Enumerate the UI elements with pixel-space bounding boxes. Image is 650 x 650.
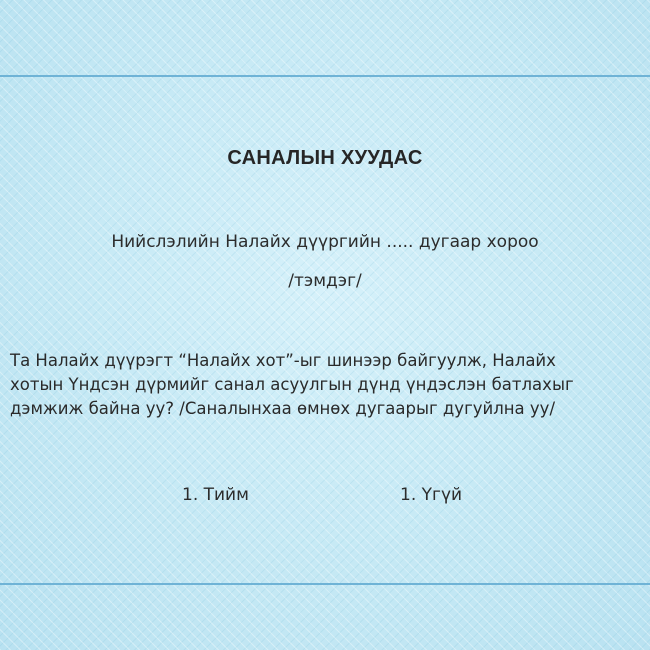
bottom-border-line	[0, 583, 650, 585]
top-border-line	[0, 75, 650, 77]
ballot-question	[10, 349, 645, 421]
ballot-title: САНАЛЫН ХУУДАС	[227, 147, 423, 169]
option-no[interactable]: 1. Үгүй	[400, 485, 463, 505]
option-yes[interactable]: 1. Тийм	[182, 485, 249, 505]
question-line: Та Налайх дүүрэгт “Налайх хот”-ыг шинээр байгуулж, Налайх	[10, 351, 556, 370]
stamp-placeholder: /тэмдэг/	[288, 271, 362, 291]
ballot-subtitle: Нийслэлийн Налайх дүүргийн ..... дугаар хороо	[111, 232, 539, 252]
question-line: хотын Үндсэн дүрмийг санал асуулгын дүнд үндэслэн батлахыг	[10, 375, 574, 394]
question-line: дэмжиж байна уу? /Саналынхаа өмнөх дугаарыг дугуйлна уу/	[10, 399, 555, 418]
